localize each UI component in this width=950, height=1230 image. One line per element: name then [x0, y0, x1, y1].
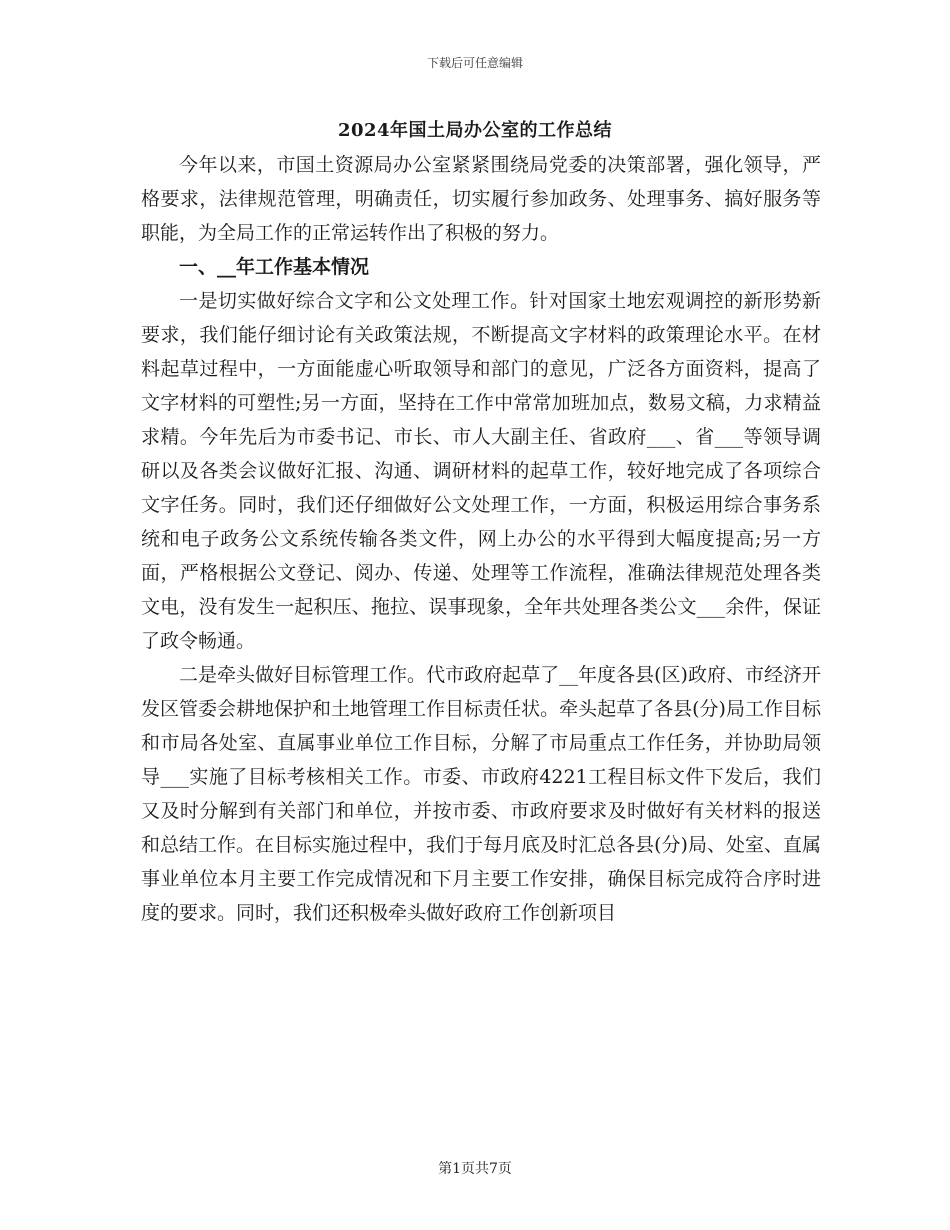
- paragraph-intro: 今年以来，市国土资源局办公室紧紧围绕局党委的决策部署，强化领导，严格要求，法律规范管理，明确责任，切实履行参加政务、处理事务、搞好服务等职能，为全局工作的正常运转作出了积极的努力。: [141, 154, 821, 244]
- document-body: [141, 148, 821, 930]
- section-heading: 一、__年工作基本情况: [179, 256, 370, 278]
- paragraph-2: 二是牵头做好目标管理工作。代市政府起草了__年度各县(区)政府、市经济开发区管委会耕地保护和土地管理工作目标责任状。牵头起草了各县(分)局工作目标和市局各处室、直属事业单位工作目标，分解了市局重点工作任务，并协助局领导___实施了目标考核相关工作。市委、市政府4221工程目标文件下发后，我们又及时分解到有关部门和单位，并按市委、市政府要求及时做好有关材料的报送和总结工作。在目标实施过程中，我们于每月底及时汇总各县(分)局、处室、直属事业单位本月主要工作完成情况和下月主要工作安排，确保目标完成符合序时进度的要求。同时，我们还积极牵头做好政府工作创新项目: [141, 664, 821, 924]
- paragraph-1: 一是切实做好综合文字和公文处理工作。针对国家土地宏观调控的新形势新要求，我们能仔细讨论有关政策法规，不断提高文字材料的政策理论水平。在材料起草过程中，一方面能虚心听取领导和部门的意见，广泛各方面资料，提高了文字材料的可塑性;另一方面，坚持在工作中常常加班加点，数易文稿，力求精益求精。今年先后为市委书记、市长、市人大副主任、省政府___、省___等领导调研以及各类会议做好汇报、沟通、调研材料的起草工作，较好地完成了各项综合文字任务。同时，我们还仔细做好公文处理工作，一方面，积极运用综合事务系统和电子政务公文系统传输各类文件，网上办公的水平得到大幅度提高;另一方面，严格根据公文登记、阅办、传递、处理等工作流程，准确法律规范处理各类文电，没有发生一起积压、拖拉、误事现象，全年共处理各类公文___余件，保证了政令畅通。: [141, 290, 821, 652]
- document-title: 2024年国土局办公室的工作总结: [337, 120, 613, 141]
- header-note: 下载后可任意编辑: [426, 56, 523, 70]
- page-indicator: 第1页共7页: [438, 1161, 512, 1177]
